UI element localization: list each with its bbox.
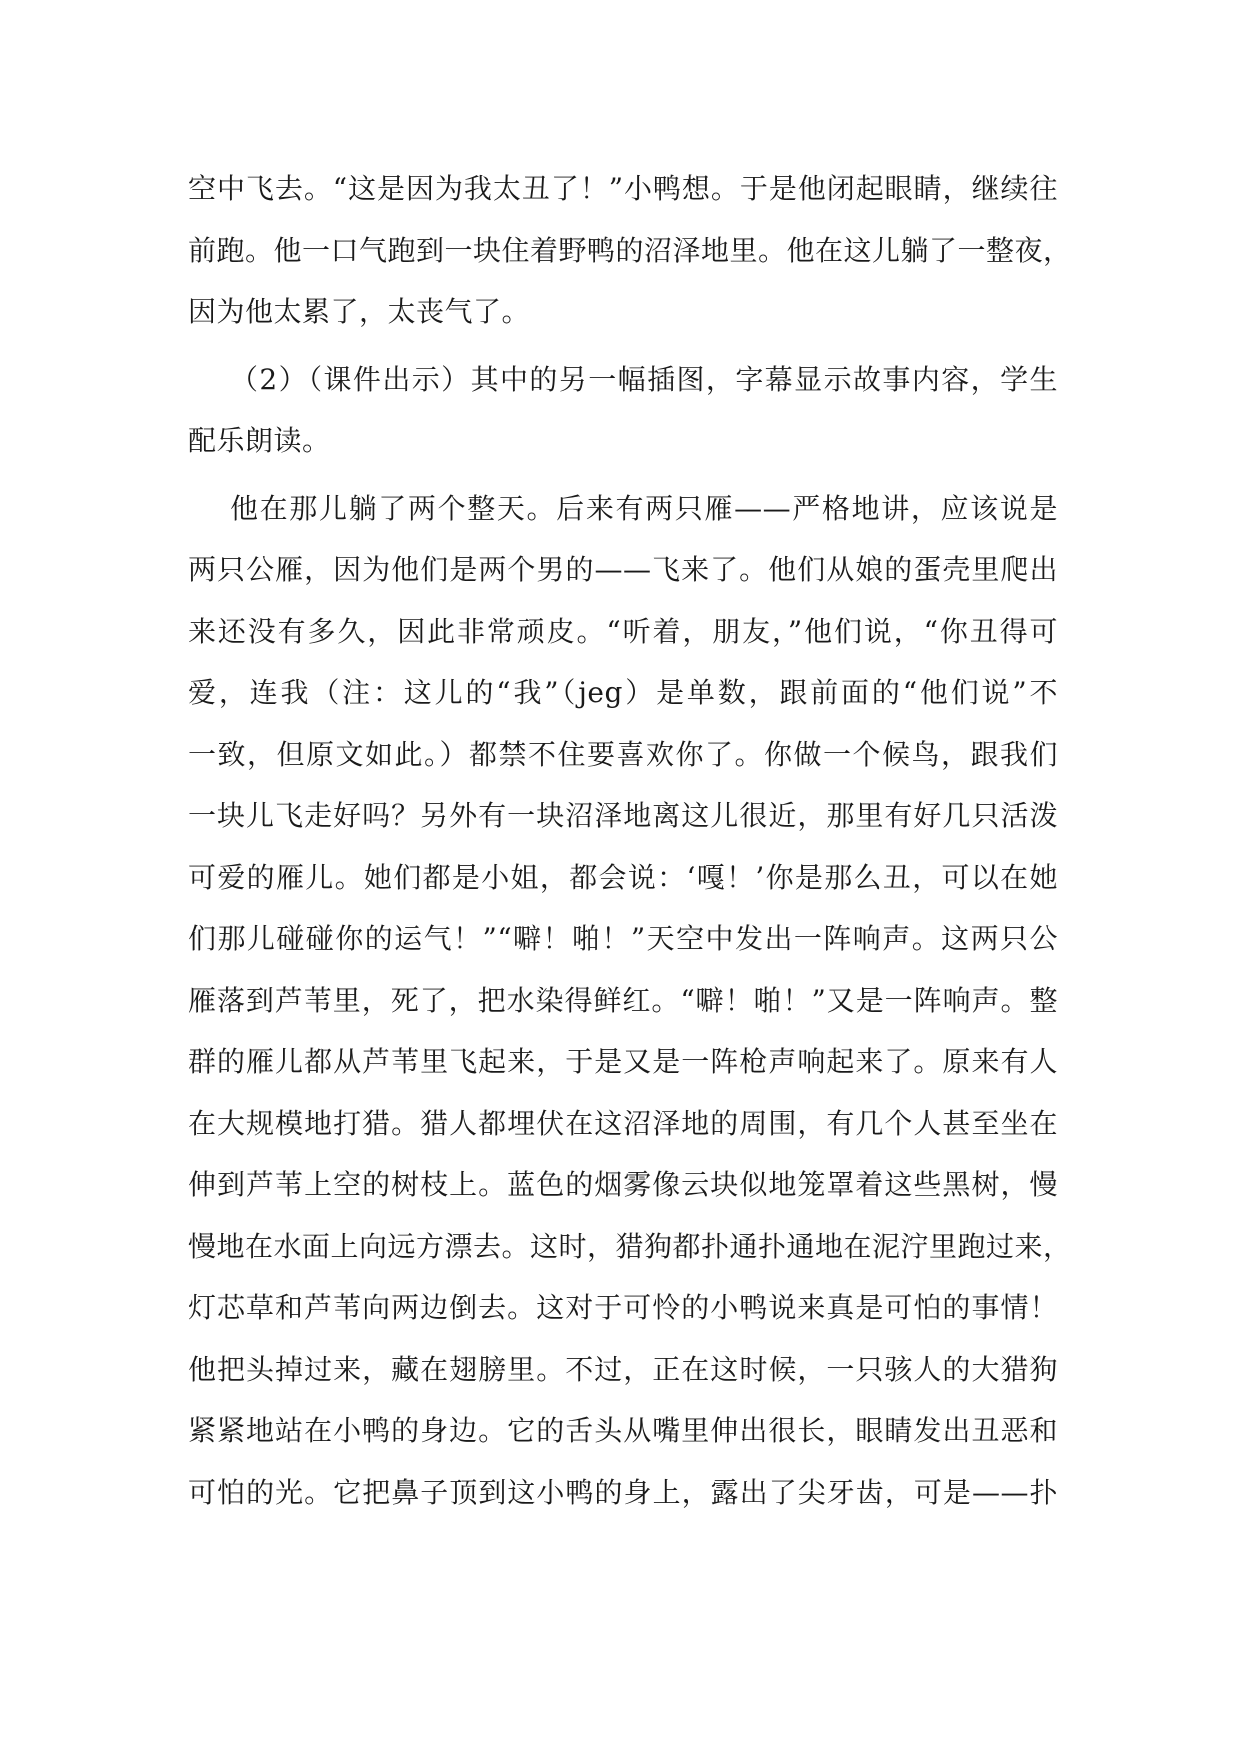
text-line: 因为他太累了，太丧气了。	[188, 295, 531, 328]
paragraph-1	[188, 158, 1072, 343]
text-line: 伸到芦苇上空的树枝上。蓝色的烟雾像云块似地笼罩着这些黑树，慢	[188, 1168, 1058, 1201]
text-line: 一致，但原文如此。）都禁不住要喜欢你了。你做一个候鸟，跟我们	[188, 737, 1058, 771]
text-line: 配乐朗读。	[188, 424, 331, 457]
paragraph-3	[188, 478, 1072, 1585]
text-line: 他把头掉过来，藏在翅膀里。不过，正在这时候，一只骇人的大猎狗	[188, 1352, 1058, 1386]
text-line: （2）（课件出示）其中的另一幅插图，字幕显示故事内容，学生	[230, 362, 1058, 396]
text-line: 灯芯草和芦苇向两边倒去。这对于可怜的小鸭说来真是可怕的事情！	[188, 1291, 1058, 1324]
text-line: 空中飞去。“这是因为我太丑了！”小鸭想。于是他闭起眼睛，继续往	[188, 172, 1058, 205]
text-line: 前跑。他一口气跑到一块住着野鸭的沼泽地里。他在这儿躺了一整夜，	[188, 233, 1072, 267]
text-line: 雁落到芦苇里，死了，把水染得鲜红。“噼！啪！”又是一阵响声。整	[188, 983, 1058, 1017]
text-line: 可怕的光。它把鼻子顶到这小鸭的身上，露出了尖牙齿，可是——扑	[188, 1475, 1058, 1509]
text-line: 他在那儿躺了两个整天。后来有两只雁——严格地讲，应该说是	[230, 491, 1058, 525]
text-line	[188, 1523, 1058, 1585]
text-line: 们那儿碰碰你的运气！”“噼！啪！”天空中发出一阵响声。这两只公	[188, 922, 1058, 955]
text-line: 紧紧地站在小鸭的身边。它的舌头从嘴里伸出很长，眼睛发出丑恶和	[188, 1414, 1058, 1447]
text-line: 两只公雁，因为他们是两个男的——飞来了。他们从娘的蛋壳里爬出	[188, 553, 1058, 586]
text-line: 爱，连我（注：这儿的“我”（jeg）是单数，跟前面的“他们说”不	[188, 676, 1058, 709]
document-body	[188, 158, 1072, 1585]
text-line: 群的雁儿都从芦苇里飞起来，于是又是一阵枪声响起来了。原来有人	[188, 1045, 1058, 1078]
text-line: 慢地在水面上向远方漂去。这时，猎狗都扑通扑通地在泥泞里跑过来，	[188, 1229, 1072, 1263]
paragraph-2	[188, 349, 1058, 472]
text-line: 可爱的雁儿。她们都是小姐，都会说：‘嘎！’你是那么丑，可以在她	[188, 860, 1058, 894]
text-line: 一块儿飞走好吗？另外有一块沼泽地离这儿很近，那里有好几只活泼	[188, 799, 1058, 832]
text-line: 来还没有多久，因此非常顽皮。“听着，朋友，”他们说，“你丑得可	[188, 614, 1058, 648]
text-line: 在大规模地打猎。猎人都埋伏在这沼泽地的周围，有几个人甚至坐在	[188, 1106, 1058, 1140]
